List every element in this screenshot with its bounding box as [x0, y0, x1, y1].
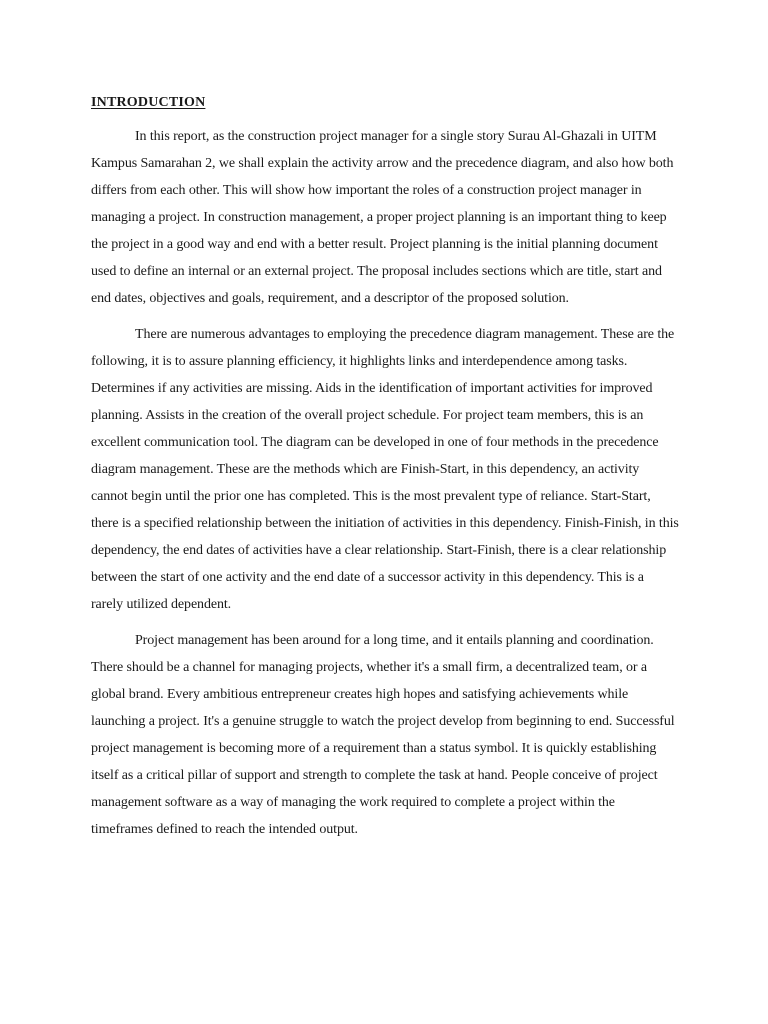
paragraph-1: In this report, as the construction project manager for a single story Surau Al-Ghazali in UITM Kampus Samarahan 2, we shall explain the activity arrow and the precedence diagram, and also how both differs from each other. This will show how important the roles of a construction project manager in managing a project. In construction management, a proper project planning is an important thing to keep the project in a good way and end with a better result. Project planning is the initial planning document used to define an internal or an external project. The proposal includes sections which are title, start and end dates, objectives and goals, requirement, and a descriptor of the proposed solution. [91, 129, 674, 306]
document-body [91, 93, 679, 852]
section-heading: INTRODUCTION [91, 95, 206, 110]
paragraph-3: Project management has been around for a long time, and it entails planning and coordination. There should be a channel for managing projects, whether it's a small firm, a decentralized team, or a global brand. Every ambitious entrepreneur creates high hopes and satisfying achievements while launching a project. It's a genuine struggle to watch the project develop from beginning to end. Successful project management is becoming more of a requirement than a status symbol. It is quickly establishing itself as a critical pillar of support and strength to complete the task at hand. People conceive of project management software as a way of managing the work required to complete a project within the timeframes defined to reach the intended output. [91, 633, 675, 837]
paragraph-2: There are numerous advantages to employing the precedence diagram management. These are the following, it is to assure planning efficiency, it highlights links and interdependence among tasks. Determines if any activities are missing. Aids in the identification of important activities for improved planning. Assists in the creation of the overall project schedule. For project team members, this is an excellent communication tool. The diagram can be developed in one of four methods in the precedence diagram management. These are the methods which are Finish-Start, in this dependency, an activity cannot begin until the prior one has completed. This is the most prevalent type of reliance. Start-Start, there is a specified relationship between the initiation of activities in this dependency. Finish-Finish, in this dependency, the end dates of activities have a clear relationship. Start-Finish, there is a clear relationship between the start of one activity and the end date of a successor activity in this dependency. This is a rarely utilized dependent. [91, 327, 679, 612]
